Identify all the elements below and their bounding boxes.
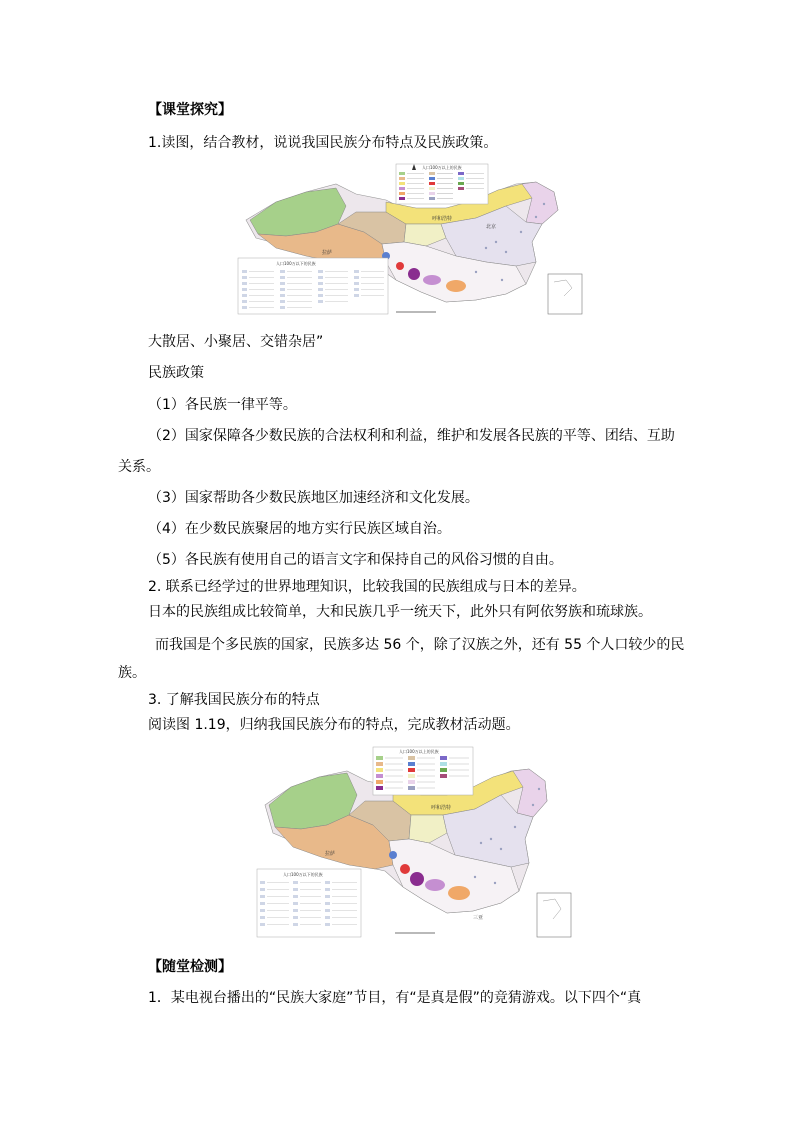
check-question-1: 1．某电视台播出的“民族大家庭”节目，有“是真是假”的竞猜游戏。以下四个“真 [148, 990, 642, 1006]
map1-legend-bottom-title: 人口100万以下的民族 [276, 261, 316, 266]
map2-label-sanya: 三亚 [473, 915, 484, 921]
region-miao [425, 879, 445, 891]
map1-label-hohhot: 呼和浩特 [432, 216, 453, 222]
region-yi [408, 268, 420, 280]
region-zhuang [448, 886, 470, 900]
answer-2-china: 而我国是个多民族的国家，民族多达 56 个，除了汉族之外，还有 55 个人口较少的民 [155, 637, 685, 653]
question-1: 1.读图，结合教材，说说我国民族分布特点及民族政策。 [148, 135, 498, 151]
map2-label-lhasa: 拉萨 [325, 851, 336, 857]
map2-legend-top-title: 人口100万以上的民族 [399, 749, 439, 754]
map1-label-lhasa: 拉萨 [322, 250, 333, 256]
policy-item-2-continued: 关系。 [118, 459, 160, 475]
map1-label-beijing: 北京 [486, 224, 497, 230]
policy-item-2: （2）国家保障各少数民族的合法权利和利益，维护和发展各民族的平等、团结、互助 [148, 428, 675, 444]
map2-label-hohhot: 呼和浩特 [431, 805, 452, 811]
region-yi [410, 872, 424, 886]
distribution-feature: 大散居、小聚居、交错杂居” [148, 334, 324, 350]
policy-item-3: （3）国家帮助各少数民族地区加速经济和文化发展。 [148, 490, 479, 506]
answer-2-china-continued: 族。 [118, 665, 146, 681]
answer-2-japan: 日本的民族组成比较简单，大和民族几乎一统天下，此外只有阿依努族和琉球族。 [148, 604, 652, 620]
policy-title: 民族政策 [148, 365, 204, 381]
policy-item-4: （4）在少数民族聚居的地方实行民族区域自治。 [148, 521, 451, 537]
policy-item-1: （1）各民族一律平等。 [148, 397, 297, 413]
section-heading-explore: 【课堂探究】 [148, 102, 232, 118]
ethnic-distribution-map-2 [255, 743, 575, 940]
section-heading-check: 【随堂检测】 [148, 959, 232, 975]
map2-legend-bottom-title: 人口100万以下的民族 [283, 872, 323, 877]
policy-item-5: （5）各民族有使用自己的语言文字和保持自己的风俗习惯的自由。 [148, 552, 563, 568]
question-3: 3. 了解我国民族分布的特点 [148, 692, 320, 708]
map1-legend-top-title: 人口100万以上的民族 [422, 165, 462, 170]
question-3-detail: 阅读图 1.19，归纳我国民族分布的特点，完成教材活动题。 [148, 717, 520, 733]
region-miao [423, 275, 441, 285]
region-zhuang [446, 280, 466, 292]
ethnic-distribution-map-1 [236, 162, 588, 318]
question-2: 2. 联系已经学过的世界地理知识，比较我国的民族组成与日本的差异。 [148, 579, 586, 595]
